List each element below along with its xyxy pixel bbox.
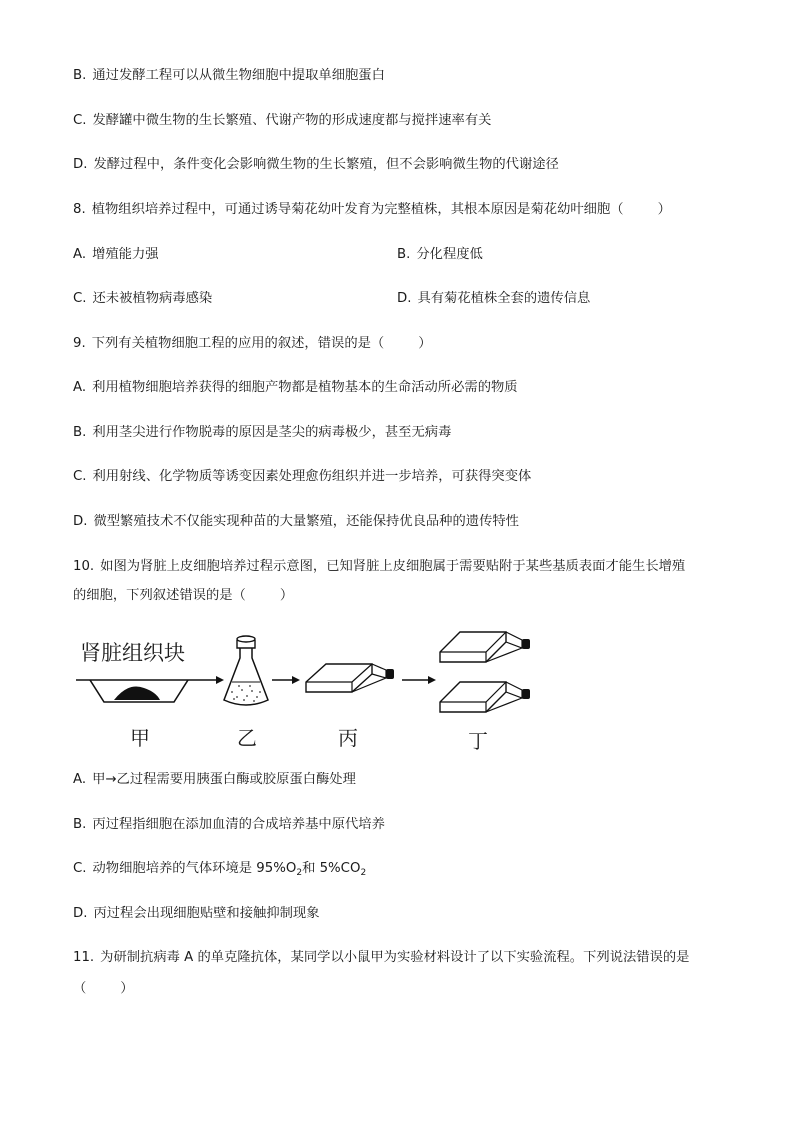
label-yi: 乙 <box>237 726 257 750</box>
arrow-1 <box>194 676 224 684</box>
bracket-close: ） <box>279 588 294 603</box>
option-letter: A. <box>73 380 87 395</box>
option-text: 具有菊花植株全套的遗传信息 <box>417 291 591 306</box>
option-text: 丙过程指细胞在添加血清的合成培养基中原代培养 <box>92 817 385 832</box>
tissue-label: 肾脏组织块 <box>80 641 185 665</box>
q7-option-d <box>73 155 559 175</box>
label-jia: 甲 <box>130 726 150 750</box>
option-text: 发酵罐中微生物的生长繁殖、代谢产物的形成速度都与搅拌速率有关 <box>92 113 492 128</box>
label-bing: 丙 <box>338 726 358 750</box>
option-letter: A. <box>73 772 87 787</box>
q10-option-c <box>73 859 366 879</box>
q8-option-d <box>397 289 590 309</box>
option-letter: A. <box>73 247 87 262</box>
culture-bottle-ding-lower <box>440 682 530 712</box>
bracket-open: （ <box>73 981 87 996</box>
label-ding: 丁 <box>468 729 488 753</box>
question-number: 11. <box>73 950 95 965</box>
q11-bracket <box>73 979 134 999</box>
q9-option-d <box>73 512 519 532</box>
q8-option-c <box>73 289 212 309</box>
q10-option-a <box>73 770 356 790</box>
bracket-close: ） <box>657 202 671 217</box>
option-text: 利用射线、化学物质等诱变因素处理愈伤组织并进一步培养，可获得突变体 <box>92 469 532 484</box>
bracket-close: ） <box>120 981 134 996</box>
q10-stem-line1 <box>73 557 685 577</box>
option-text: 丙过程会出现细胞贴壁和接触抑制现象 <box>93 906 320 921</box>
option-text-pre: 动物细胞培养的气体环境是 95%O <box>92 861 297 876</box>
q8-stem <box>73 200 671 220</box>
q8-option-b <box>397 245 483 265</box>
option-letter: B. <box>73 817 87 832</box>
arrow-3 <box>402 676 436 684</box>
option-letter: D. <box>397 291 412 306</box>
option-letter: B. <box>73 425 87 440</box>
option-letter: B. <box>397 247 411 262</box>
culture-bottle-bing <box>306 664 394 692</box>
option-letter: D. <box>73 157 88 172</box>
question-number: 8. <box>73 202 86 217</box>
question-number: 10. <box>73 559 95 574</box>
option-text: 利用茎尖进行作物脱毒的原因是茎尖的病毒极少，甚至无病毒 <box>92 425 452 440</box>
arrow-2 <box>272 676 300 684</box>
q10-option-d <box>73 904 320 924</box>
option-letter: C. <box>73 291 87 306</box>
q11-stem <box>73 948 689 968</box>
option-letter: B. <box>73 68 87 83</box>
q9-option-b <box>73 423 451 443</box>
question-text: 下列有关植物细胞工程的应用的叙述，错误的是（ <box>91 336 385 351</box>
option-text: 通过发酵工程可以从微生物细胞中提取单细胞蛋白 <box>92 68 385 83</box>
option-text: 增殖能力强 <box>92 247 159 262</box>
question-text: 为研制抗病毒 A 的单克隆抗体，某同学以小鼠甲为实验材料设计了以下实验流程。下列说法错误的是 <box>100 950 690 965</box>
option-letter: C. <box>73 113 87 128</box>
option-text: 甲→乙过程需要用胰蛋白酶或胶原蛋白酶处理 <box>92 772 356 787</box>
option-text-mid: 和 5%CO <box>302 861 361 876</box>
bracket-close: ） <box>418 336 432 351</box>
subscript: 2 <box>296 868 303 878</box>
q7-option-c <box>73 111 491 131</box>
question-text: 如图为肾脏上皮细胞培养过程示意图，已知肾脏上皮细胞属于需要贴附于某些基质表面才能生长增殖 <box>100 559 686 574</box>
option-letter: D. <box>73 906 88 921</box>
option-text: 微型繁殖技术不仅能实现种苗的大量繁殖，还能保持优良品种的遗传特性 <box>93 514 519 529</box>
question-text: 植物组织培养过程中，可通过诱导菊花幼叶发育为完整植株，其根本原因是菊花幼叶细胞（ <box>91 202 624 217</box>
culture-bottle-ding-upper <box>440 632 530 662</box>
option-text: 分化程度低 <box>416 247 483 262</box>
conical-flask <box>224 636 268 705</box>
option-text: 发酵过程中，条件变化会影响微生物的生长繁殖，但不会影响微生物的代谢途径 <box>93 157 559 172</box>
question-number: 9. <box>73 336 86 351</box>
q9-option-a <box>73 378 518 398</box>
tissue-block <box>114 687 160 701</box>
option-text: 还未被植物病毒感染 <box>92 291 213 306</box>
culture-dish <box>76 680 194 702</box>
q10-stem-line2 <box>73 586 293 606</box>
q9-stem <box>73 334 432 354</box>
q7-option-b <box>73 66 385 86</box>
option-letter: C. <box>73 861 87 876</box>
subscript: 2 <box>360 868 367 878</box>
q10-option-b <box>73 815 385 835</box>
option-text: 利用植物细胞培养获得的细胞产物都是植物基本的生命活动所必需的物质 <box>92 380 518 395</box>
option-letter: D. <box>73 514 88 529</box>
q8-option-a <box>73 245 159 265</box>
option-letter: C. <box>73 469 87 484</box>
cell-culture-figure <box>72 626 552 754</box>
q9-option-c <box>73 467 531 487</box>
question-text: 的细胞，下列叙述错误的是（ <box>73 588 246 603</box>
